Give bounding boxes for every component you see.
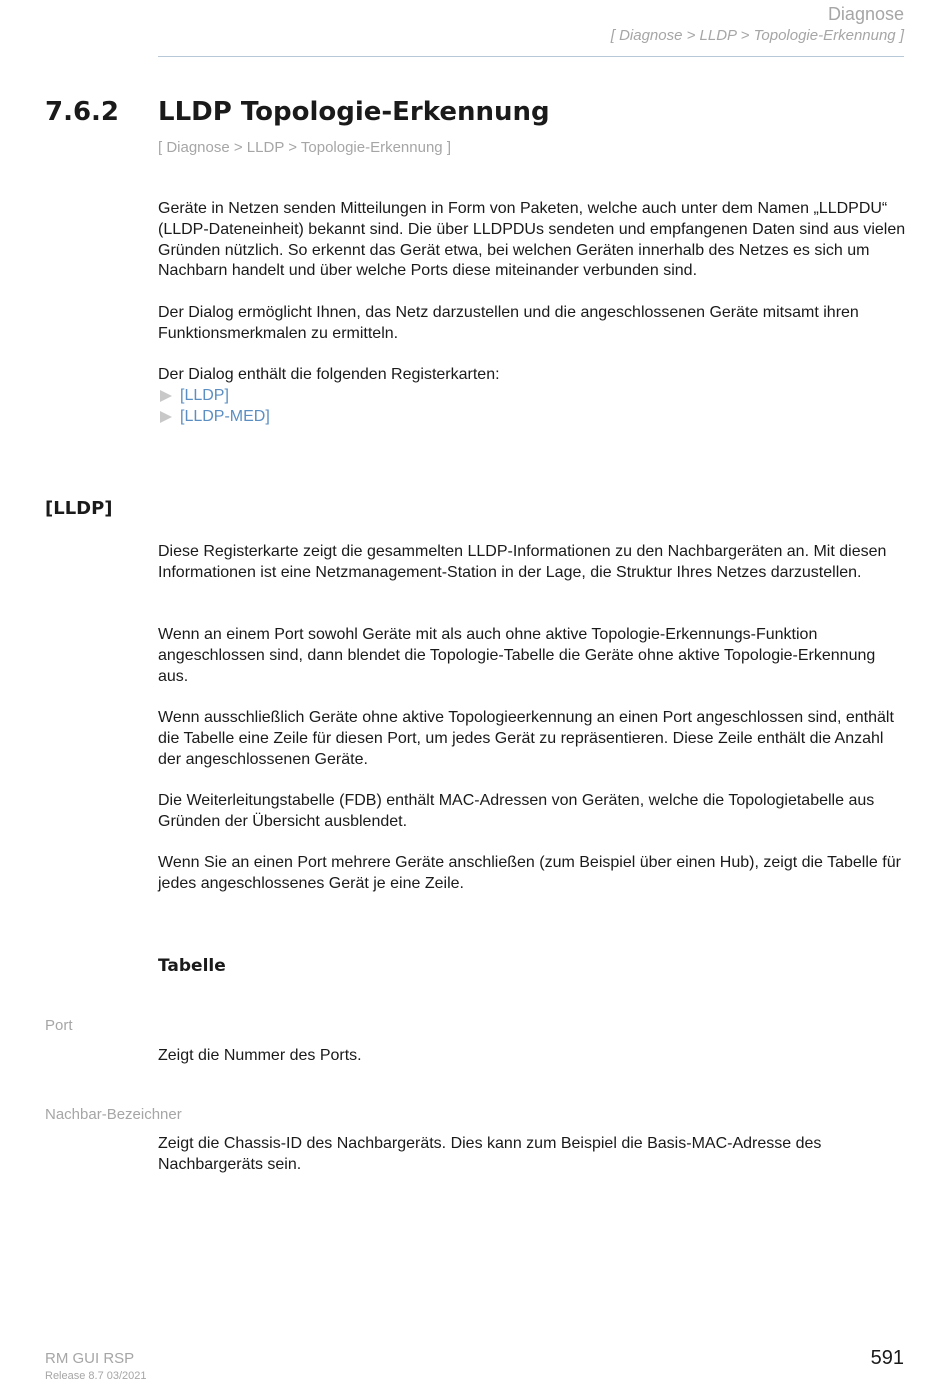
table-heading: Tabelle	[158, 956, 226, 976]
lldp-paragraph-2: Wenn an einem Port sowohl Geräte mit als auch ohne aktive Topologie-Erkennungs-Funktion angeschlossen sind, dann blendet die Topologie-Tabelle die Geräte ohne aktive Topologie-Erkennung aus.	[158, 626, 876, 685]
footer-product: RM GUI RSP	[45, 1350, 135, 1367]
tab-link-lldp[interactable]	[158, 386, 270, 407]
page-number: 591	[870, 1347, 904, 1369]
lldp-heading: [LLDP]	[45, 498, 113, 519]
tab-list	[158, 386, 270, 428]
intro-paragraph-1: Geräte in Netzen senden Mitteilungen in Form von Paketen, welche auch unter dem Namen „LLDPDU“ (LLDP-Dateneinheit) bekannt sind. Die über LLDPDUs sendeten und empfangenen Daten sind aus vielen Gründen nützlich. So erkennt das Gerät etwa, bei welchen Geräten innerhalb des Netzes es sich um Nachbarn handelt und über welche Ports diese miteinander verbunden sind.	[158, 200, 906, 280]
param-desc-neighbor-id: Zeigt die Chassis-ID des Nachbargeräts. Dies kann zum Beispiel die Basis-MAC-Adresse des Nachbargeräts sein.	[158, 1135, 822, 1173]
triangle-bullet-icon	[160, 390, 172, 402]
triangle-bullet-icon	[160, 411, 172, 423]
tab-link-label: [LLDP-MED]	[180, 407, 270, 425]
param-name-neighbor-id: Nachbar-Bezeichner	[45, 1106, 182, 1123]
header-divider	[158, 56, 904, 57]
param-name-port: Port	[45, 1017, 73, 1034]
lldp-paragraph-4: Die Weiterleitungstabelle (FDB) enthält MAC-Adressen von Geräten, welche die Topologietabelle aus Gründen der Übersicht ausblendet.	[158, 792, 875, 830]
running-header-breadcrumb: [ Diagnose > LLDP > Topologie-Erkennung ]	[610, 27, 904, 44]
section-number: 7.6.2	[45, 97, 120, 127]
lldp-paragraph-3: Wenn ausschließlich Geräte ohne aktive Topologieerkennung an einen Port angeschlossen sind, enthält die Tabelle eine Zeile für diesen Port, um jedes Gerät zu repräsentieren. Diese Zeile enthält die Anzahl der angeschlossenen Geräte.	[158, 709, 894, 768]
lldp-paragraph-5: Wenn Sie an einen Port mehrere Geräte anschließen (zum Beispiel über einen Hub), zeigt die Tabelle für jedes angeschlossenes Gerät je eine Zeile.	[158, 854, 901, 892]
running-header-title: Diagnose	[827, 4, 904, 24]
footer-release: Release 8.7 03/2021	[45, 1370, 147, 1382]
tab-link-label: [LLDP]	[180, 387, 229, 404]
section-title: LLDP Topologie-Erkennung	[158, 97, 550, 127]
lldp-paragraph-1: Diese Registerkarte zeigt die gesammelten LLDP-Informationen zu den Nachbargeräten an. Mit diesen Informationen ist eine Netzmanagement-Station in der Lage, die Struktur Ihres Netzes darzustellen.	[158, 543, 887, 581]
intro-paragraph-2: Der Dialog ermöglicht Ihnen, das Netz darzustellen und die angeschlossenen Geräte mitsamt ihren Funktionsmerkmalen zu ermitteln.	[158, 304, 859, 342]
intro-paragraph-3: Der Dialog enthält die folgenden Registerkarten:	[158, 366, 500, 383]
section-breadcrumb: [ Diagnose > LLDP > Topologie-Erkennung ]	[158, 139, 451, 156]
param-desc-port: Zeigt die Nummer des Ports.	[158, 1047, 362, 1064]
tab-link-lldp-med[interactable]	[158, 407, 270, 428]
